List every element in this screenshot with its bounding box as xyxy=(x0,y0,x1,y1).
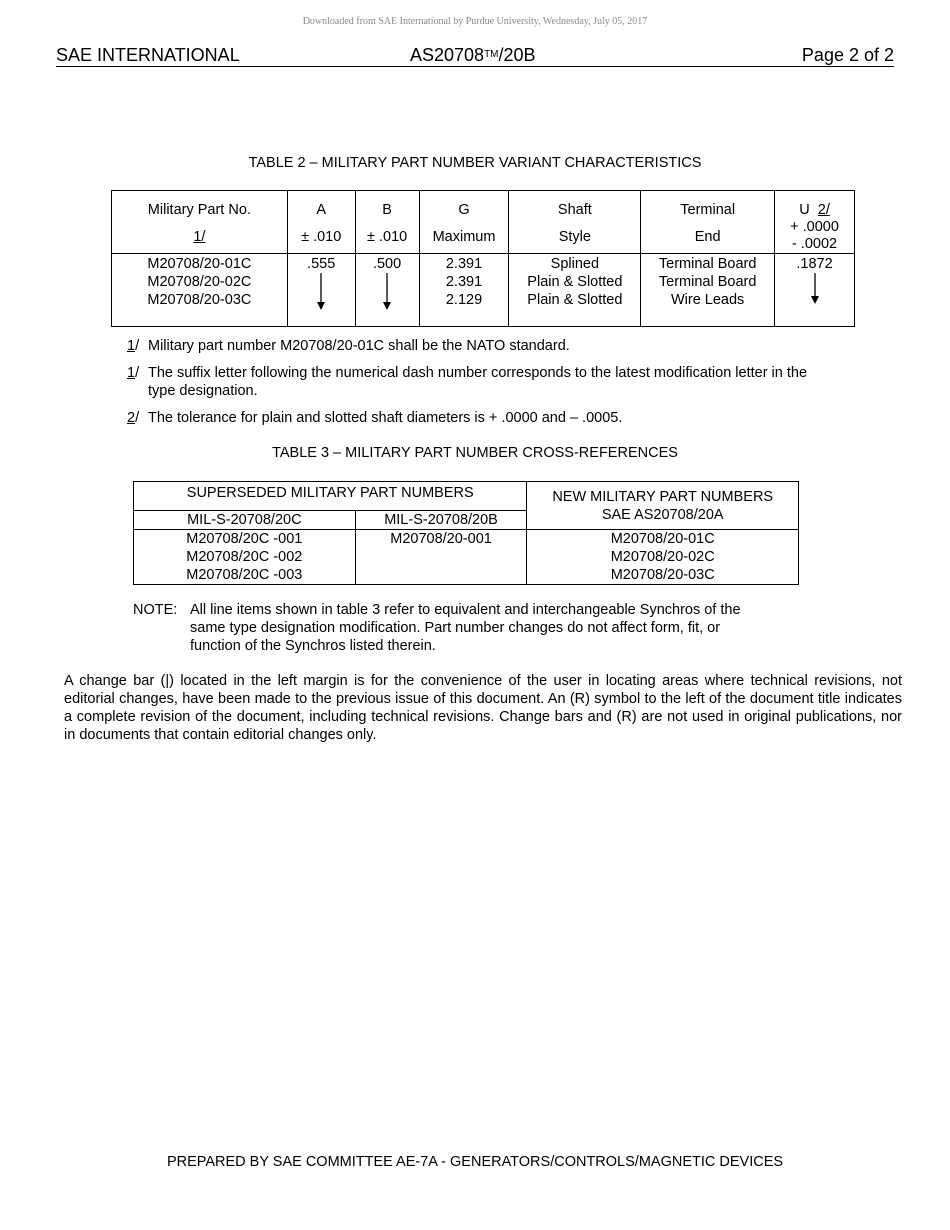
table2-variant-characteristics xyxy=(111,190,855,327)
footnote-text: The tolerance for plain and slotted shaft diameters is + .0000 and – .0005. xyxy=(148,410,623,426)
header-document-number xyxy=(410,45,536,66)
header-shaft-style xyxy=(509,191,641,254)
terminal-end: Wire Leads xyxy=(670,292,745,308)
b-value: .500 xyxy=(372,256,402,272)
g-value: 2.391 xyxy=(445,274,483,290)
header-line: U xyxy=(799,202,810,218)
cell-g xyxy=(419,254,509,327)
part-number: M20708/20-01C xyxy=(147,256,252,272)
down-arrow-icon xyxy=(809,273,821,305)
header-page-number: Page 2 of 2 xyxy=(801,45,894,65)
header-line: End xyxy=(694,229,721,245)
down-arrow-icon xyxy=(381,273,393,311)
header-mil-s-20708-20b: MIL-S-20708/20B xyxy=(355,511,527,530)
part-number: M20708/20-03C xyxy=(610,567,715,583)
u-value: .1872 xyxy=(796,256,833,272)
page-header xyxy=(56,44,894,67)
header-line: Style xyxy=(558,229,591,245)
table3-data-row xyxy=(134,530,799,585)
doc-number-main: AS20708 xyxy=(410,45,485,65)
g-value: 2.391 xyxy=(445,256,483,272)
part-number: M20708/20-02C xyxy=(147,274,252,290)
note-label: NOTE: xyxy=(133,602,178,618)
terminal-end: Terminal Board xyxy=(658,274,757,290)
header-terminal-end xyxy=(641,191,775,254)
part-number: M20708/20-001 xyxy=(390,531,492,547)
part-number: M20708/20C -003 xyxy=(186,567,303,583)
cell-terminal-end xyxy=(641,254,775,327)
header-line: G xyxy=(458,202,470,218)
header-mil-s-20708-20c: MIL-S-20708/20C xyxy=(134,511,356,530)
header-line: A xyxy=(316,202,327,218)
shaft-style: Plain & Slotted xyxy=(527,292,623,308)
part-number: M20708/20C -001 xyxy=(186,531,303,547)
doc-number-suffix: /20B xyxy=(498,45,536,65)
change-bar-paragraph: A change bar (|) located in the left margin is for the convenience of the user in locating areas where technical revisions, not editorial changes, have been made to the previous issue of this document. An (R) symbol to the left of the document title indicates a complete revision of the document, including technical revisions. Change bars and (R) are not used in original publications, nor in documents that contain editorial changes only. xyxy=(64,673,902,743)
footnote-marker: 2/ xyxy=(127,410,140,426)
footnote-marker: 1/ xyxy=(127,338,140,354)
cell-a xyxy=(287,254,355,327)
part-number: M20708/20-02C xyxy=(610,549,715,565)
header-organization: SAE INTERNATIONAL xyxy=(56,45,240,65)
header-tolerance: - .0002 xyxy=(791,236,838,252)
table3-cross-references xyxy=(133,481,799,585)
footnote-marker: 1/ xyxy=(127,365,140,381)
table2-header-row xyxy=(112,191,855,254)
down-arrow-icon xyxy=(315,273,327,311)
download-notice: Downloaded from SAE International by Purdue University, Wednesday, July 05, 2017 xyxy=(302,16,648,27)
header-superseded: SUPERSEDED MILITARY PART NUMBERS xyxy=(134,482,527,511)
cell-part-numbers xyxy=(112,254,288,327)
cell-superseded-20c xyxy=(134,530,356,585)
cell-shaft-style xyxy=(509,254,641,327)
table3-title: TABLE 3 – MILITARY PART NUMBER CROSS-REFERENCES xyxy=(272,445,678,461)
header-tolerance: + .0000 xyxy=(790,219,839,235)
part-number: M20708/20C -002 xyxy=(186,549,303,565)
header-line: Maximum xyxy=(432,229,496,245)
footnote-ref: 2/ xyxy=(817,202,830,218)
header-line: Military Part No. xyxy=(147,202,251,218)
trademark-mark: TM xyxy=(484,49,499,60)
note-line: function of the Synchros listed therein. xyxy=(190,638,436,654)
header-line: NEW MILITARY PART NUMBERS xyxy=(552,489,774,505)
header-tolerance: ± .010 xyxy=(366,229,408,245)
table2-data-row xyxy=(112,254,855,327)
header-line: Shaft xyxy=(557,202,592,218)
header-line: SAE AS20708/20A xyxy=(601,507,724,523)
header-a xyxy=(287,191,355,254)
table3-header-row xyxy=(134,482,799,511)
cell-new-part-numbers xyxy=(527,530,799,585)
part-number: M20708/20-01C xyxy=(610,531,715,547)
header-g xyxy=(419,191,509,254)
header-line: Terminal xyxy=(680,202,736,218)
table2-title: TABLE 2 – MILITARY PART NUMBER VARIANT CHARACTERISTICS xyxy=(248,155,702,171)
shaft-style: Plain & Slotted xyxy=(527,274,623,290)
cell-b xyxy=(355,254,419,327)
header-military-part-no xyxy=(112,191,288,254)
a-value: .555 xyxy=(307,256,336,272)
cell-superseded-20b xyxy=(355,530,527,585)
part-number: M20708/20-03C xyxy=(147,292,252,308)
terminal-end: Terminal Board xyxy=(658,256,757,272)
cell-u xyxy=(775,254,855,327)
header-tolerance: ± .010 xyxy=(301,229,342,245)
footnote-ref: 1/ xyxy=(193,229,206,245)
header-u xyxy=(775,191,855,254)
footnote-text: The suffix letter following the numerical dash number corresponds to the latest modification letter in the type designation. xyxy=(148,365,808,399)
note-line: same type designation modification. Part number changes do not affect form, fit, or xyxy=(190,620,721,636)
shaft-style: Splined xyxy=(550,256,600,272)
page-footer: PREPARED BY SAE COMMITTEE AE-7A - GENERATORS/CONTROLS/MAGNETIC DEVICES xyxy=(166,1154,784,1170)
header-u-line1 xyxy=(775,201,854,219)
header-new-part-numbers xyxy=(527,482,799,530)
header-b xyxy=(355,191,419,254)
footnote-text: Military part number M20708/20-01C shall be the NATO standard. xyxy=(148,338,570,354)
header-line: B xyxy=(382,202,392,218)
note-line: All line items shown in table 3 refer to equivalent and interchangeable Synchros of the xyxy=(190,602,741,618)
g-value: 2.129 xyxy=(445,292,483,308)
